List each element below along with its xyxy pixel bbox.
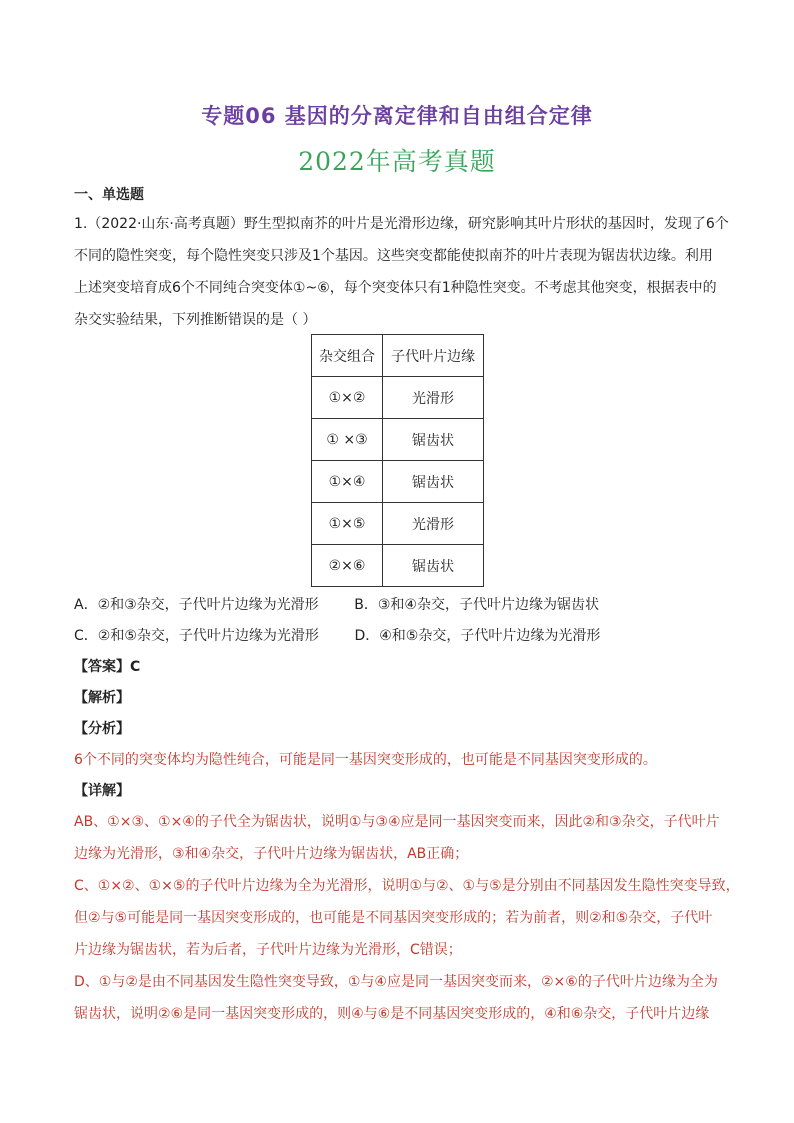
answer-options-line: C．②和⑤杂交，子代叶片边缘为光滑形 D．④和⑤杂交，子代叶片边缘为光滑形 xyxy=(74,628,601,644)
table-cell: 光滑形 xyxy=(383,377,484,419)
table-cell: ①×④ xyxy=(312,461,383,503)
question-line: 上述突变培育成6个不同纯合突变体①~⑥，每个突变体只有1种隐性突变。不考虑其他突变，根据表中的 xyxy=(74,280,717,296)
analysis-text: 6个不同的突变体均为隐性纯合，可能是同一基因突变形成的，也可能是不同基因突变形成的。 xyxy=(74,752,657,768)
detail-line: 锯齿状，说明②⑥是同一基因突变形成的，则④与⑥是不同基因突变形成的，④和⑥杂交，子代叶片边缘 xyxy=(74,1006,710,1022)
answer-label: 【答案】 xyxy=(74,659,130,675)
question-line: 杂交实验结果，下列推断错误的是（ ） xyxy=(74,312,317,328)
table-cell: ①×② xyxy=(312,377,383,419)
table-cell: 锯齿状 xyxy=(383,419,484,461)
answer-row xyxy=(74,658,140,676)
table-row xyxy=(312,461,484,503)
table-cell: 光滑形 xyxy=(383,503,484,545)
detail-line: D、①与②是由不同基因发生隐性突变导致，①与④应是同一基因突变而来，②×⑥的子代叶片边缘为全为 xyxy=(74,974,718,990)
table-cell: ① ×③ xyxy=(312,419,383,461)
detail-line: C、①×②、①×⑤的子代叶片边缘为全为光滑形，说明①与②、①与⑤是分别由不同基因发生隐性突变导致， xyxy=(74,878,740,894)
table-cell: 锯齿状 xyxy=(383,545,484,587)
analysis-sub-label: 【分析】 xyxy=(74,721,130,737)
detail-label: 【详解】 xyxy=(74,783,130,799)
page-subtitle: 2022年高考真题 xyxy=(298,147,496,176)
table-row xyxy=(312,419,484,461)
question-line: 1.（2022·山东·高考真题）野生型拟南芥的叶片是光滑形边缘，研究影响其叶片形状的基因时，发现了6个 xyxy=(74,216,729,232)
page-title: 专题06 基因的分离定律和自由组合定律 xyxy=(201,104,593,128)
detail-line: AB、①×③、①×④的子代全为锯齿状，说明①与③④应是同一基因突变而来，因此②和③杂交，子代叶片 xyxy=(74,814,720,830)
table-row xyxy=(312,545,484,587)
table-row xyxy=(312,377,484,419)
cross-result-table xyxy=(311,334,484,587)
table-cell: ②×⑥ xyxy=(312,545,383,587)
table-row xyxy=(312,503,484,545)
detail-line: 片边缘为锯齿状，若为后者，子代叶片边缘为光滑形，C错误； xyxy=(74,942,462,958)
table-header-cell: 子代叶片边缘 xyxy=(383,335,484,377)
detail-line: 但②与⑤可能是同一基因突变形成的，也可能是不同基因突变形成的；若为前者，则②和⑤杂交，子代叶 xyxy=(74,910,713,926)
table-cell: 锯齿状 xyxy=(383,461,484,503)
analysis-label: 【解析】 xyxy=(74,690,130,706)
answer-options-line: A．②和③杂交，子代叶片边缘为光滑形 B．③和④杂交，子代叶片边缘为锯齿状 xyxy=(74,597,599,613)
question-line: 不同的隐性突变，每个隐性突变只涉及1个基因。这些突变都能使拟南芥的叶片表现为锯齿状边缘。利用 xyxy=(74,248,713,264)
table-header-cell: 杂交组合 xyxy=(312,335,383,377)
section-heading: 一、单选题 xyxy=(74,187,144,203)
table-cell: ①×⑤ xyxy=(312,503,383,545)
answer-value: C xyxy=(130,659,141,675)
detail-line: 边缘为光滑形，③和④杂交，子代叶片边缘为锯齿状，AB正确； xyxy=(74,846,469,862)
table-header-row xyxy=(312,335,484,377)
